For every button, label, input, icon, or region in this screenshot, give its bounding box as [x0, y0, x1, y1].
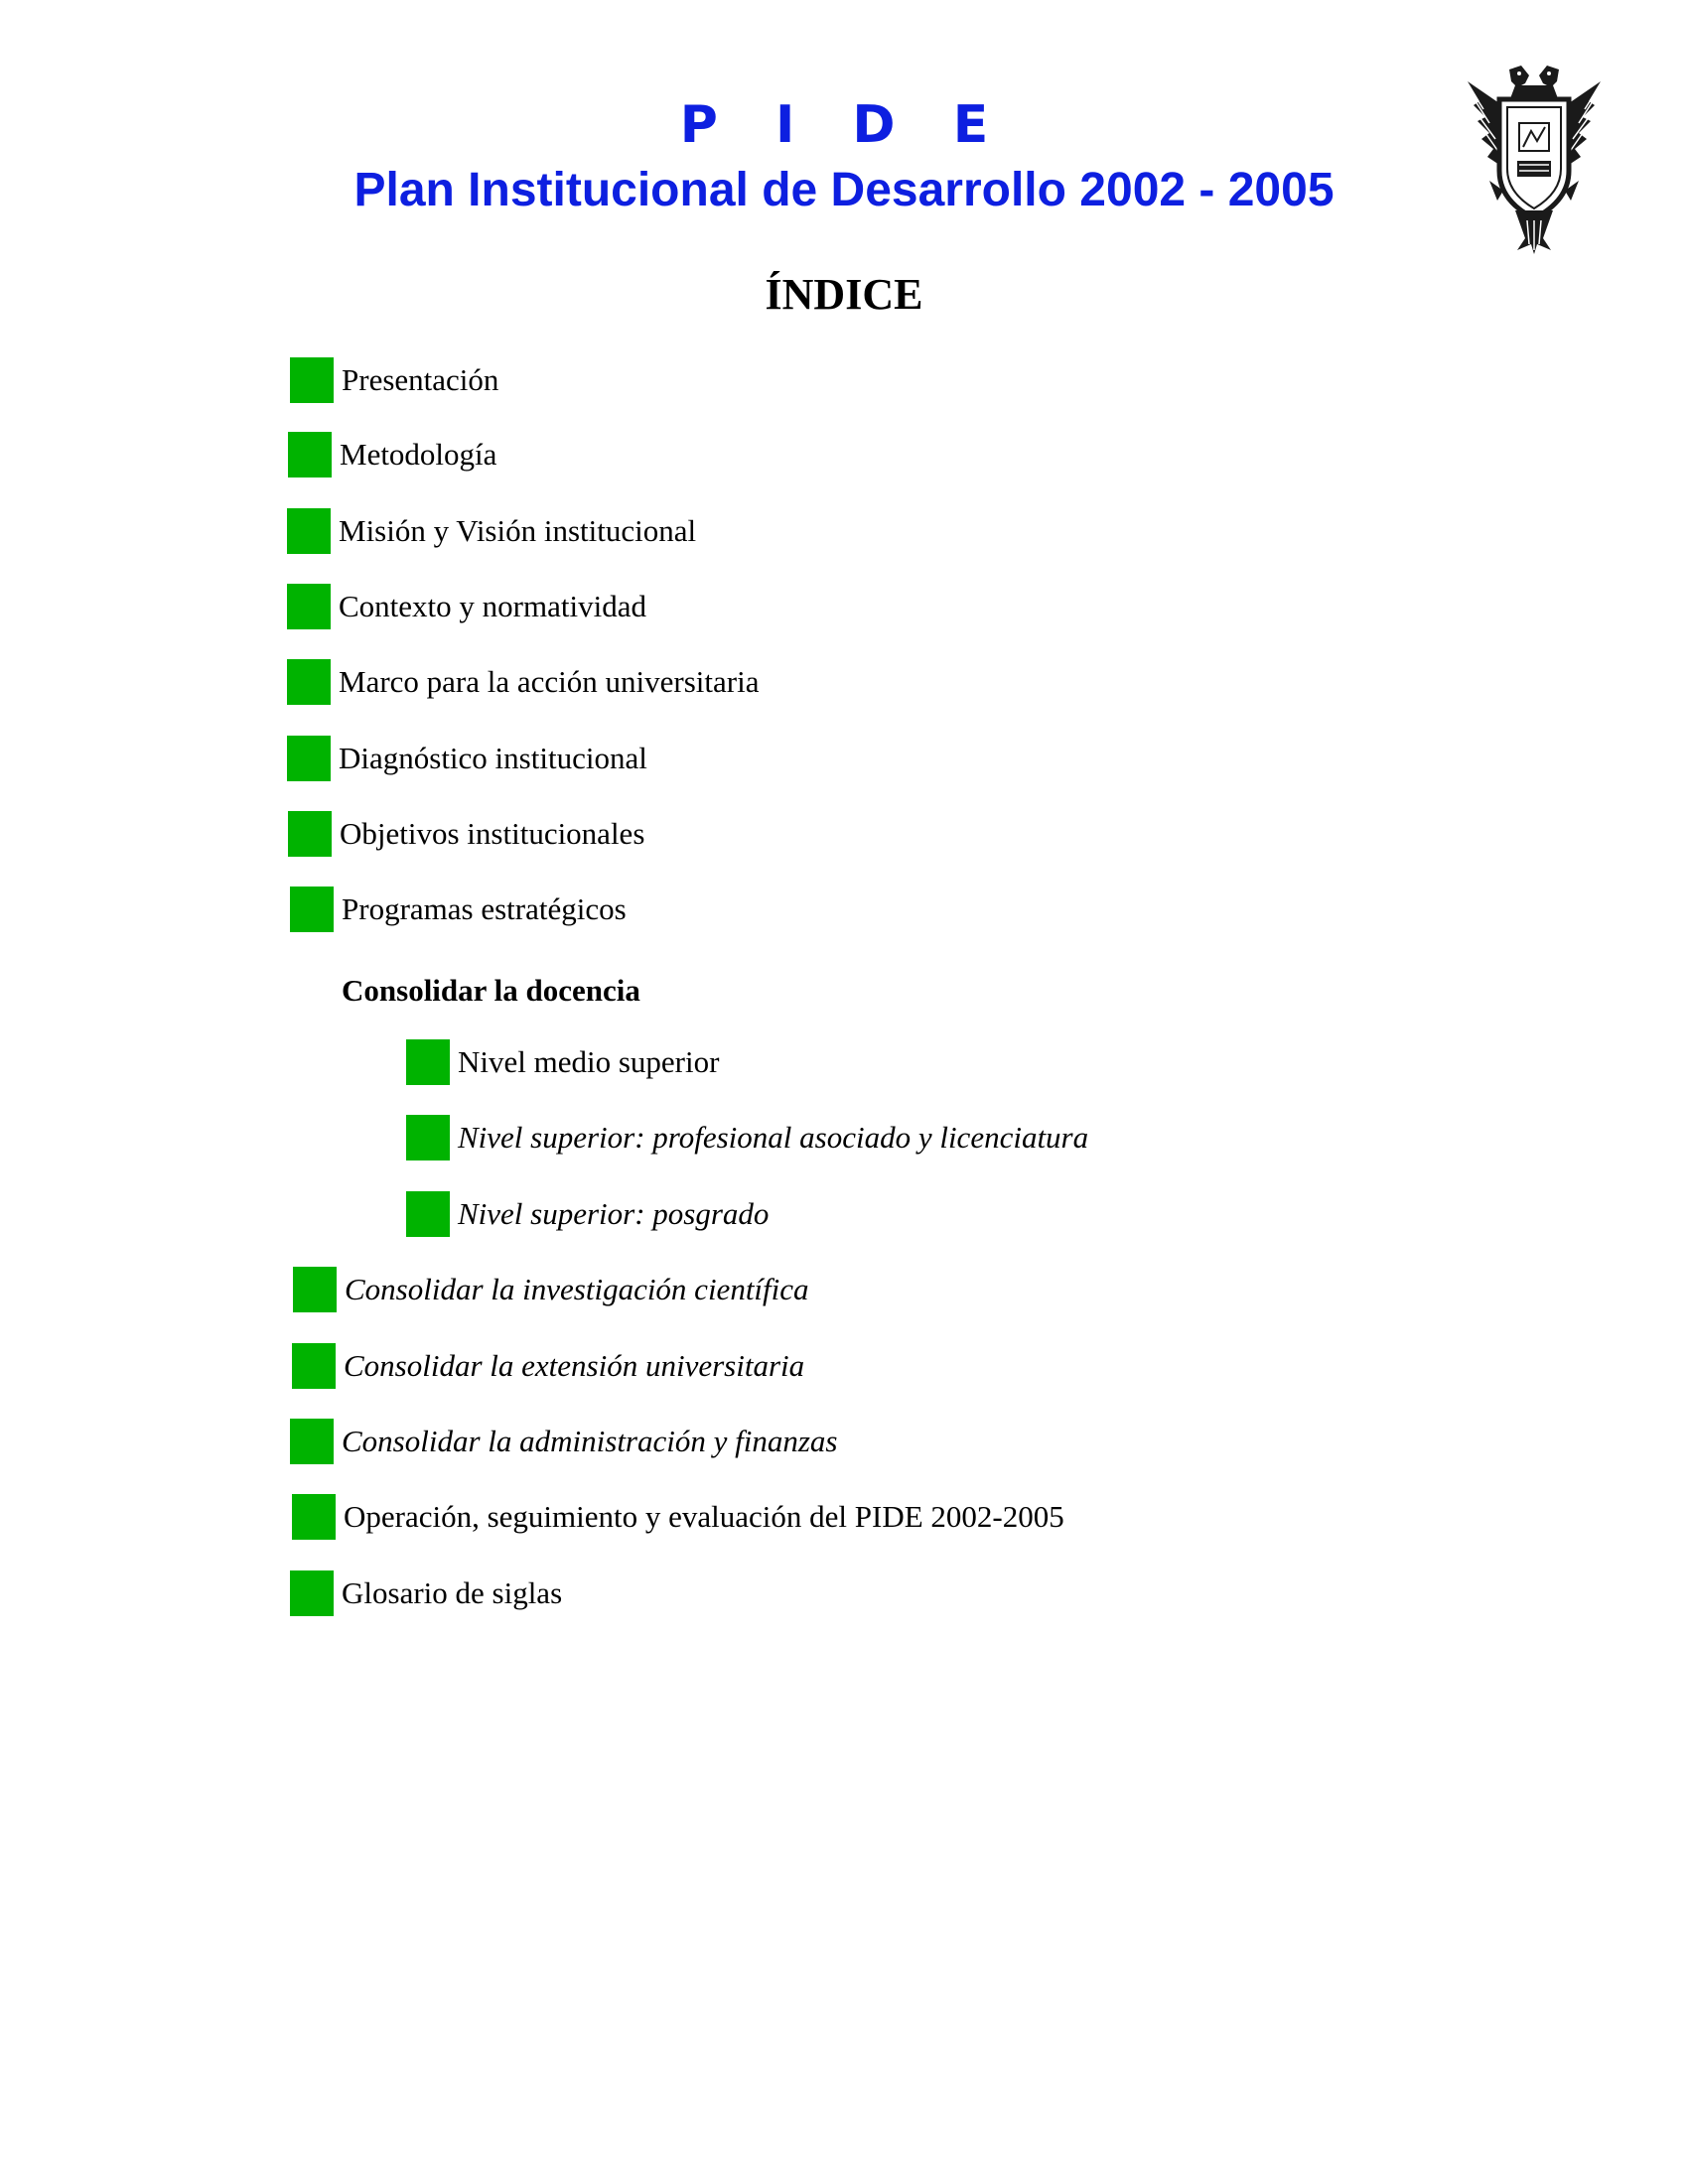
toc-item-objetivos[interactable]	[288, 810, 644, 858]
toc-item-label: Consolidar la administración y finanzas	[342, 1424, 838, 1458]
toc-item-label: Consolidar la investigación científica	[345, 1272, 809, 1306]
toc-item-label: Metodología	[340, 437, 497, 472]
toc-subitem-posgrado[interactable]	[406, 1190, 769, 1238]
green-square-bullet-icon	[287, 659, 331, 705]
green-square-bullet-icon	[287, 584, 331, 629]
toc-item-label: Presentación	[342, 362, 499, 397]
toc-subitem-licenciatura[interactable]	[406, 1114, 1088, 1161]
toc-item-contexto[interactable]	[287, 583, 646, 630]
toc-item-label: Misión y Visión institucional	[339, 513, 697, 548]
toc-item-label: Diagnóstico institucional	[339, 741, 647, 775]
toc-item-metodologia[interactable]	[288, 431, 496, 478]
green-square-bullet-icon	[292, 1343, 336, 1389]
toc-item-marco[interactable]	[287, 658, 759, 706]
toc-item-label: Nivel superior: profesional asociado y licenciatura	[458, 1120, 1089, 1155]
toc-item-presentacion[interactable]	[290, 356, 498, 404]
green-square-bullet-icon	[288, 432, 332, 478]
toc-item-label: Objetivos institucionales	[340, 816, 645, 851]
toc-item-label: Glosario de siglas	[342, 1575, 563, 1610]
toc-item-label: Nivel medio superior	[458, 1044, 720, 1079]
toc-item-label: Nivel superior: posgrado	[458, 1196, 770, 1231]
toc-item-operacion[interactable]	[292, 1493, 1064, 1541]
toc-subitem-medio-superior[interactable]	[406, 1038, 719, 1086]
green-square-bullet-icon	[287, 736, 331, 781]
toc-item-label: Consolidar la extensión universitaria	[344, 1348, 805, 1383]
green-square-bullet-icon	[290, 357, 334, 403]
toc-item-label: Marco para la acción universitaria	[339, 664, 760, 699]
green-square-bullet-icon	[406, 1191, 450, 1237]
green-square-bullet-icon	[287, 508, 331, 554]
document-acronym: P I D E	[679, 95, 1009, 155]
toc-item-label: Operación, seguimiento y evaluación del PIDE 2002-2005	[344, 1499, 1064, 1534]
green-square-bullet-icon	[293, 1267, 337, 1312]
green-square-bullet-icon	[406, 1115, 450, 1160]
toc-item-administracion[interactable]	[290, 1418, 837, 1465]
document-title: Plan Institucional de Desarrollo 2002 - 2005	[353, 164, 1335, 216]
toc-item-diagnostico[interactable]	[287, 735, 647, 782]
green-square-bullet-icon	[292, 1494, 336, 1540]
toc-item-programas[interactable]	[290, 886, 627, 933]
green-square-bullet-icon	[290, 1570, 334, 1616]
toc-item-extension[interactable]	[292, 1342, 804, 1390]
green-square-bullet-icon	[290, 887, 334, 932]
toc-item-mision-vision[interactable]	[287, 507, 696, 555]
toc-item-investigacion[interactable]	[293, 1266, 809, 1313]
green-square-bullet-icon	[406, 1039, 450, 1085]
toc-item-label: Programas estratégicos	[342, 891, 627, 926]
index-heading: ÍNDICE	[765, 270, 923, 319]
green-square-bullet-icon	[290, 1419, 334, 1464]
green-square-bullet-icon	[288, 811, 332, 857]
toc-item-label: Contexto y normatividad	[339, 589, 646, 623]
toc-item-glosario[interactable]	[290, 1570, 562, 1617]
toc-subheading: Consolidar la docencia	[342, 973, 640, 1008]
